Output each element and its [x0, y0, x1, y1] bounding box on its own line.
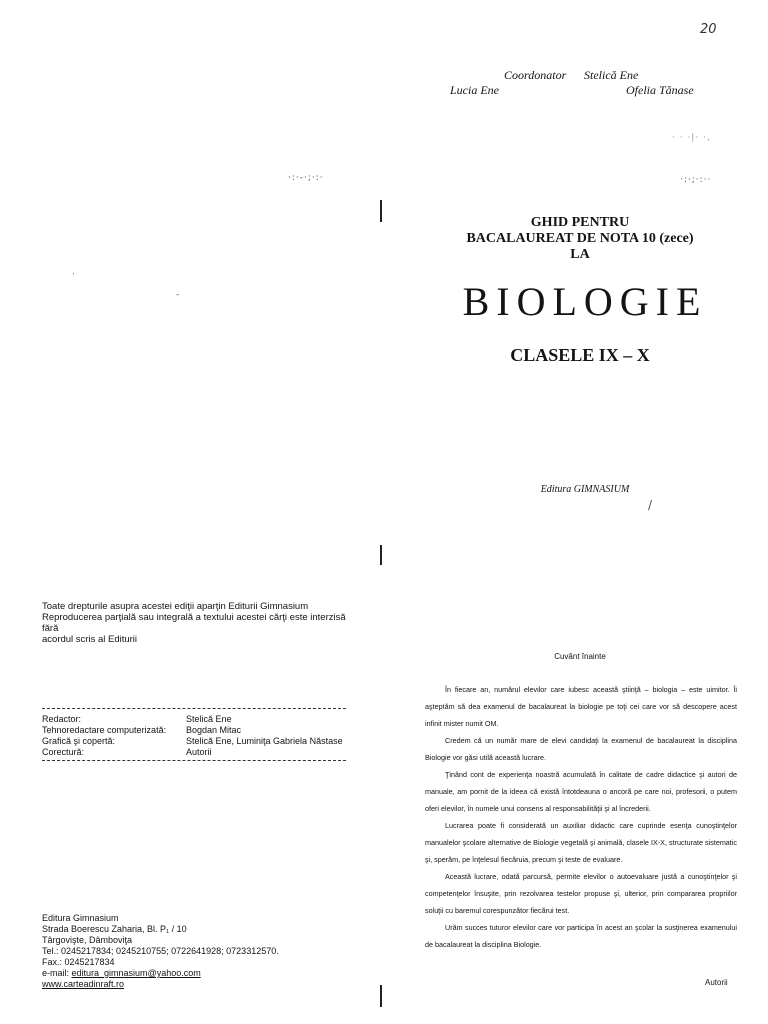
- scan-artifact: ·:·;·:··: [680, 175, 712, 185]
- foreword-paragraph: Urăm succes tuturor elevilor care vor participa în acest an şcolar la susţinerea examenului de bacalaureat la disciplina Biologie.: [425, 923, 737, 949]
- coordinator-label: Coordonator: [504, 68, 567, 82]
- email-label: e-mail:: [42, 968, 72, 978]
- scan-artifact: /: [648, 498, 654, 512]
- coordinator-name: Stelică Ene: [584, 68, 639, 82]
- page-fold-line: [380, 200, 382, 222]
- handwritten-page-number: 20: [700, 22, 717, 37]
- credit-role: Redactor:: [42, 714, 82, 724]
- credits-divider-bottom: [42, 760, 346, 761]
- page-fold-line: [380, 545, 382, 565]
- foreword-paragraph: Ţinând cont de experienţa noastră acumulată în calitate de cadre didactice şi autori de manuale, am pornit de la ideea că există întotdeauna o ancoră pe care noi, profesorii, o putem oferi elevilor, în numele unui consens al responsabilităţii şi al încrederii.: [425, 770, 737, 813]
- foreword-paragraph: În fiecare an, numărul elevilor care iubesc această ştiinţă – biologia – este uimitor. Îi aşteptăm să dea examenul de bacalaureat la biologie pe toţi cei care vor să descopere acest infinit mister numit OM.: [425, 685, 737, 728]
- author-right: Ofelia Tănase: [626, 83, 694, 97]
- scan-artifact: ·:·-·;·:·: [288, 173, 324, 183]
- credit-name: Stelică Ene: [186, 714, 232, 724]
- title-line-1: GHID PENTRU: [530, 215, 630, 230]
- contact-line-5: Fax.: 0245217834: [42, 957, 115, 967]
- foreword-paragraph: Lucrarea poate fi considerată un auxiliar didactic care cuprinde esenţa cunoştinţelor manualelor şcolare alternative de Biologie vegetală şi animală, clasele IX-X, structurate sistematic şi, sperăm, pe înţelesul fiecăruia, precum şi teste de evaluare.: [425, 821, 737, 864]
- website-link[interactable]: www.carteadinraft.ro: [42, 979, 125, 989]
- contact-email-row: [42, 968, 362, 979]
- title-line-2: BACALAUREAT DE NOTA 10 (zece): [466, 231, 694, 246]
- rights-line-1: Toate drepturile asupra acestei ediţii aparţin Editurii Gimnasium: [42, 601, 309, 612]
- credit-role: Corectură:: [42, 747, 85, 757]
- credit-name: Bogdan Mitac: [186, 725, 242, 735]
- foreword-paragraph: Această lucrare, odată parcursă, permite elevilor o autoevaluare justă a cunoştinţelor şi competenţelor însuşite, prin rezolvarea testelor propuse şi, ulterior, prin compararea propriilor soluţii cu baremul corespunzător fiecărui test.: [425, 872, 737, 915]
- title-line-3: LA: [570, 247, 590, 262]
- email-link[interactable]: editura_gimnasium@yahoo.com: [71, 968, 201, 978]
- contact-line-1: Editura Gimnasium: [42, 913, 119, 923]
- contact-line-3: Târgovişte, Dâmboviţa: [42, 935, 133, 945]
- grades-title: CLASELE IX – X: [510, 345, 650, 365]
- author-left: Lucia Ene: [450, 83, 499, 97]
- rights-line-3: acordul scris al Editurii: [42, 634, 138, 645]
- contact-line-2: Strada Boerescu Zaharia, Bl. P₁ / 10: [42, 924, 187, 934]
- credit-name: Stelică Ene, Luminiţa Gabriela Năstase: [186, 736, 343, 746]
- foreword-title: Cuvânt înainte: [554, 652, 606, 661]
- rights-notice: [42, 601, 352, 645]
- publisher-contact: [42, 913, 362, 990]
- credit-role: Tehnoredactare computerizată:: [42, 725, 167, 735]
- scan-artifact: -: [176, 290, 181, 300]
- scan-artifact: ·: [72, 270, 76, 280]
- foreword-paragraph: Credem că un număr mare de elevi candidaţi la examenul de bacalaureat la disciplina Biologie vor găsi utilă această lucrare.: [425, 736, 737, 762]
- subject-title: BIOLOGIE: [462, 279, 708, 324]
- foreword-body: [425, 681, 737, 953]
- publisher-name: Editura GIMNASIUM: [540, 484, 630, 495]
- page-fold-line: [380, 985, 382, 1007]
- rights-line-2: Reproducerea parţială sau integrală a textului acestei cărţi este interzisă fără: [42, 612, 346, 634]
- credit-name: Autorii: [186, 747, 212, 757]
- credits-divider-top: [42, 708, 346, 709]
- credit-role: Grafică şi copertă:: [42, 736, 116, 746]
- scan-artifact: · · ·|· ·,: [672, 133, 711, 143]
- foreword-signature: Autorii: [705, 978, 728, 987]
- contact-line-4: Tel.: 0245217834; 0245210755; 0722641928; 0723312570.: [42, 946, 279, 956]
